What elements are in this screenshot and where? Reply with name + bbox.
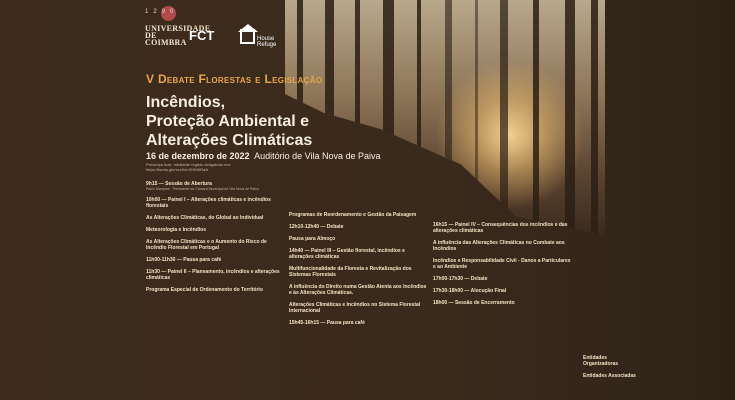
uc-logo: UNIVERSIDADE DE COIMBRA [145, 24, 211, 47]
logo-bar [145, 6, 295, 51]
program-item [146, 239, 286, 251]
program-item [146, 197, 286, 209]
seal-year: 1290 [145, 9, 179, 15]
event-title: Incêndios, Proteção Ambiental e Alterações Climáticas [146, 94, 313, 149]
organizers-column [583, 355, 638, 385]
program-column-1 [146, 181, 286, 299]
program-item-title: Entidades Associadas [583, 373, 636, 379]
program-item [433, 276, 573, 282]
program-item [146, 269, 286, 281]
program-item-note: Paulo Marques · Presidente da Câmara Municipal de Vila Nova de Paiva [146, 187, 259, 191]
edition-title: V Debate Florestas e Legislação [146, 72, 323, 86]
program-item [289, 212, 429, 218]
program-item [433, 288, 573, 294]
program-item [289, 236, 429, 242]
program-item [289, 224, 429, 230]
program-item-title: Meteorologia e Incêndios [146, 227, 207, 233]
program-item [433, 222, 573, 234]
registration-note: Presença livre, mediante registo obrigatório em: https://forms.gle/xzxHvLSHMARaA [146, 162, 256, 172]
program-item-title: 11h00-11h30 — Pausa para café [146, 257, 222, 263]
program-item-title: Alterações Climáticas e Incêndios no Sistema Florestal Internacional [289, 302, 421, 314]
house-body-icon [240, 29, 255, 44]
program-item [146, 257, 286, 263]
program-item [146, 215, 286, 221]
event-date: 16 de dezembro de 2022 Auditório de Vila Nova de Paiva [146, 151, 381, 161]
program-column-3 [433, 222, 573, 312]
program-item-title: A influência do Direito numa Gestão Atenta aos Incêndios e às Alterações Climáticas. [289, 284, 427, 296]
program-item-title: 17h30-18h00 — Alocução Final [433, 288, 507, 294]
program-item [433, 240, 573, 252]
program-item [289, 248, 429, 260]
program-item [289, 320, 429, 326]
fct-logo: FCT [189, 28, 215, 43]
program-item [583, 355, 638, 367]
program-item-title: 16h15 — Painel IV – Consequências dos incêndios e das alterações climáticas [433, 222, 568, 234]
program-item-title: As Alterações Climáticas e o Aumento do Risco de Incêndio Florestal em Portugal [146, 239, 267, 251]
program-item-title: 11h30 — Painel II – Planeamento, incêndios e alterações climáticas [146, 269, 280, 281]
program-item [289, 284, 429, 296]
program-item [583, 373, 638, 379]
program-item [433, 258, 573, 270]
registration-link[interactable]: https://forms.gle/xzxHvLSHMARaA [146, 167, 209, 172]
program-item-title: Programa Especial de Ordenamento do Território [146, 287, 263, 293]
program-item-title: Entidades Organizadoras [583, 355, 619, 367]
program-item-title: Multifuncionalidade da Floresta e Revitalização dos Sistemas Florestais [289, 266, 412, 278]
program-item-title: As Alterações Climáticas, do Global ao Individual [146, 215, 264, 221]
house-refuge-logo: House Refuge [257, 36, 277, 48]
program-item [146, 287, 286, 293]
program-item-title: 9h15 — Sessão de Abertura [146, 181, 212, 187]
program-item [289, 266, 429, 278]
program-item-title: 18h00 — Sessão de Encerramento [433, 300, 515, 306]
program-item-title: 14h40 — Painel III – Gestão florestal, incêndios e alterações climáticas [289, 248, 405, 260]
program-item-title: Incêndios e Responsabilidade Civil - Danos a Particulares e ao Ambiente [433, 258, 571, 270]
program-item [146, 181, 286, 191]
program-item-title: Pausa para Almoço [289, 236, 336, 242]
program-item-title: 12h10-12h40 — Debate [289, 224, 344, 230]
program-item-title: 15h45-16h15 — Pausa para café [289, 320, 365, 326]
program-item-title: 17h00-17h30 — Debate [433, 276, 488, 282]
program-column-2 [289, 212, 429, 332]
program-item-title: A influência das Alterações Climáticas no Combate aos Incêndios [433, 240, 565, 252]
program-item [433, 300, 573, 306]
program-item-title: Programas de Reordenamento e Gestão da Paisagem [289, 212, 417, 218]
program-item [146, 227, 286, 233]
program-item [289, 302, 429, 314]
program-item-title: 10h00 — Painel I – Alterações climáticas e incêndios florestais [146, 197, 271, 209]
